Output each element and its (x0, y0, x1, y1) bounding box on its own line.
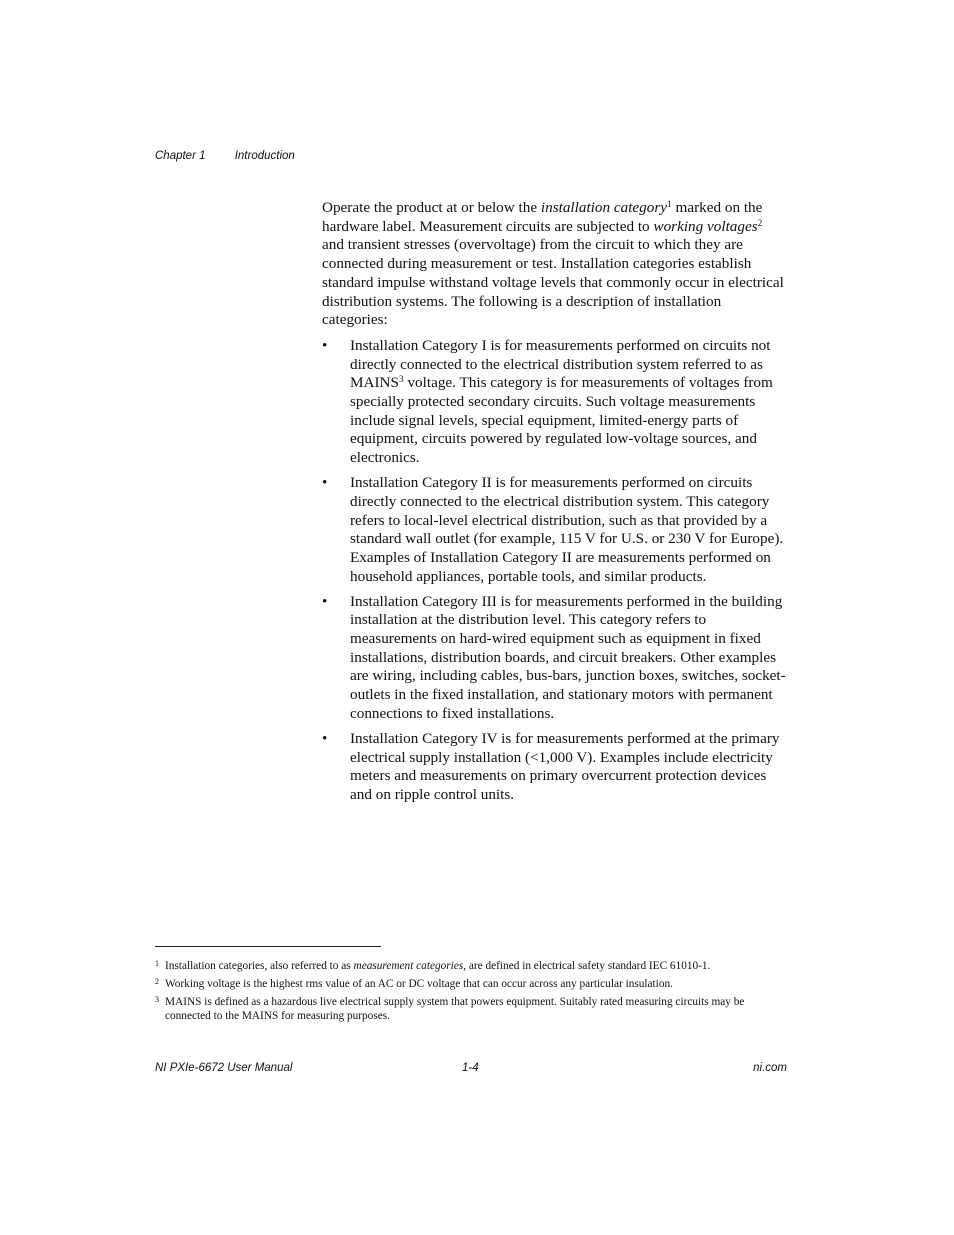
bullet-icon: • (322, 592, 328, 610)
footnote-marker: 1 (155, 959, 159, 968)
list-item-category-ii (322, 474, 786, 586)
footnote-ref-3[interactable]: 3 (398, 375, 404, 386)
category-iv-text: Installation Category IV is for measurements performed at the primary electrical supply installation (<1,000 V). Examples include electricity meters and measurements on primary overcurrent protection devices and on ripple control units. (350, 729, 780, 803)
footnote-1 (155, 959, 787, 973)
footnote-3 (155, 995, 787, 1023)
website-link[interactable]: ni.com (753, 1062, 787, 1074)
intro-text-1: Operate the product at or below the (322, 199, 541, 216)
footnote-3-text: MAINS is defined as a hazardous live electrical supply system that powers equipment. Suitably rated measuring circuits may be connected to the MAINS for measuring purposes. (165, 996, 745, 1023)
category-i-text-a: Installation Category I is for measurements performed on circuits not directly connected to the electrical distribution system referred to as MAINS (350, 336, 771, 392)
installation-category-list (322, 337, 786, 805)
intro-text-3: and transient stresses (overvoltage) from the circuit to which they are connected during measurement or test. Installation categories establish standard impulse withstand voltage levels that commonly occur in electrical distribution systems. The following is a description of installation categories: (322, 236, 784, 329)
category-iii-text: Installation Category III is for measurements performed in the building installation at the distribution level. This category refers to measurements on hard-wired equipment such as equipment in fixed installations, distribution boards, and circuit breakers. Other examples are wiring, including cables, bus-bars, junction boxes, switches, socket-outlets in the fixed installation, and stationary motors with permanent connections to fixed installations. (350, 592, 786, 722)
installation-category-term: installation category (540, 199, 668, 216)
intro-paragraph (322, 199, 786, 330)
category-ii-text: Installation Category II is for measurements performed on circuits directly connected to the electrical distribution system. This category refers to local-level electrical distribution, such as that provided by a standard wall outlet (for example, 115 V for U.S. or 230 V for Europe). Examples of Installation Category II are measurements performed on household appliances, portable tools, and similar products. (350, 474, 784, 585)
list-item-category-iv (322, 730, 786, 805)
footnote-divider (155, 946, 381, 947)
section-title: Introduction (234, 150, 295, 162)
category-i-text-b: voltage. This category is for measurements of voltages from specially protected secondary circuits. Such voltage measurements include signal levels, special equipment, limited-energy parts of equipment, circuits powered by regulated low-voltage sources, and electronics. (350, 374, 773, 467)
footnote-2 (155, 977, 787, 991)
footnotes (155, 959, 787, 1027)
body-text (322, 199, 786, 811)
bullet-icon: • (322, 729, 328, 747)
intro-text-2: marked on the hardware label. Measurement circuits are subjected to (322, 199, 763, 235)
list-item-category-i (322, 337, 786, 468)
manual-title: NI PXIe-6672 User Manual (155, 1062, 293, 1074)
bullet-icon: • (322, 474, 328, 492)
footnote-marker: 2 (155, 977, 159, 986)
footnote-marker: 3 (155, 995, 159, 1004)
footnote-ref-1[interactable]: 1 (667, 199, 672, 210)
running-header (155, 150, 295, 162)
working-voltages-term: working voltages (653, 217, 758, 235)
bullet-icon: • (322, 336, 328, 354)
list-item-category-iii (322, 593, 786, 724)
footnote-2-text: Working voltage is the highest rms value of an AC or DC voltage that can occur across any particular insulation. (165, 978, 673, 990)
chapter-label: Chapter 1 (155, 150, 206, 162)
footnote-ref-2[interactable]: 2 (757, 218, 763, 229)
footnote-1-text-a: Installation categories, also referred to as (165, 960, 354, 972)
page-number: 1-4 (462, 1062, 479, 1074)
footnote-1-text-b: , are defined in electrical safety standard IEC 61010-1. (463, 960, 711, 972)
measurement-categories-term: measurement categories (353, 960, 464, 972)
